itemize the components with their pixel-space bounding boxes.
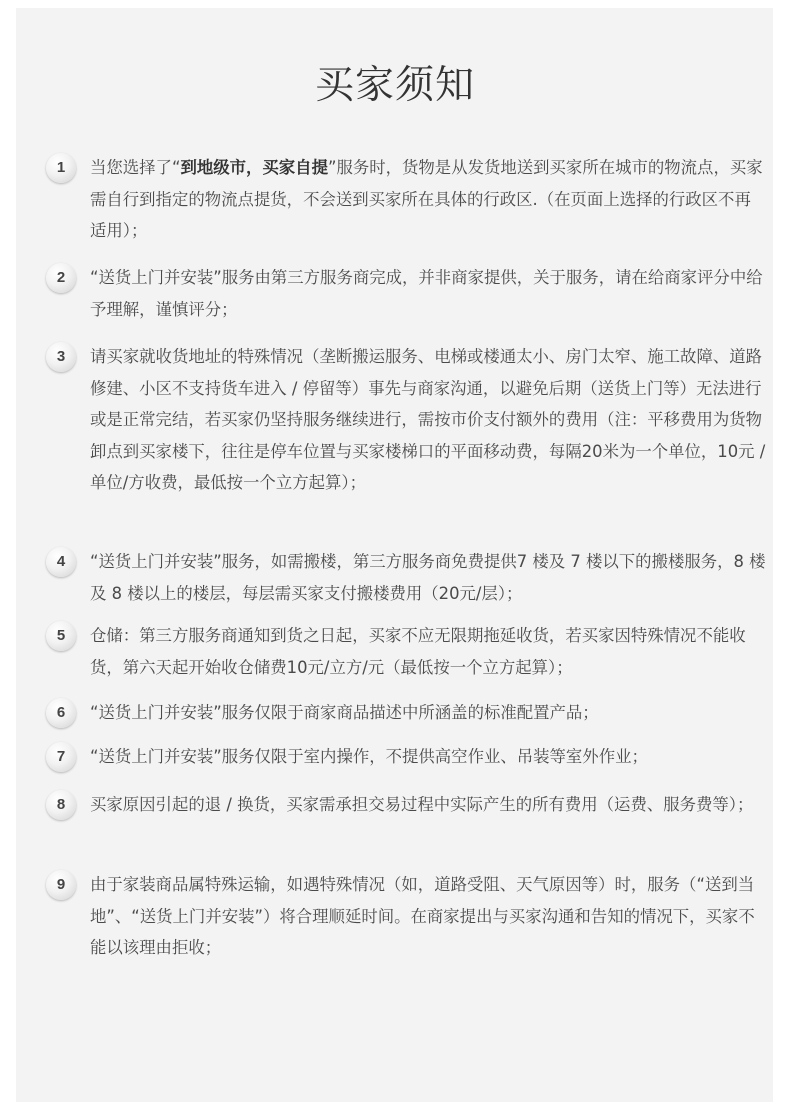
item-number-badge: 6 <box>46 698 76 728</box>
item-number-badge: 7 <box>46 742 76 772</box>
item-text-bold: 到地级市，买家自提 <box>180 158 328 177</box>
item-number-badge: 8 <box>46 790 76 820</box>
item-text: 请买家就收货地址的特殊情况（垄断搬运服务、电梯或楼通太小、房门太窄、施工故障、道路修建、小区不支持货车进入 / 停留等）事先与商家沟通，以避免后期（送货上门等）无法进行或是正常完结，若买家仍坚持服务继续进行，需按市价支付额外的费用（注：平移费用为货物卸点到买家楼下，往往是停车位置与买家楼梯口的平面移动费，每隔20米为一个单位，10元 / 单位/方收费，最低按一个立方起算）； <box>90 347 766 492</box>
item-number-badge: 4 <box>46 547 76 577</box>
item-number-badge: 3 <box>46 342 76 372</box>
item-text: 仓储：第三方服务商通知到货之日起，买家不应无限期拖延收货，若买家因特殊情况不能收货，第六天起开始收仓储费10元/立方/元（最低按一个立方起算）； <box>90 626 746 677</box>
item-text: “送货上门并安装”服务仅限于室内操作，不提供高空作业、吊装等室外作业； <box>90 747 648 766</box>
page-title: 买家须知 <box>314 63 475 108</box>
item-text: “送货上门并安装”服务仅限于商家商品描述中所涵盖的标准配置产品； <box>90 703 599 722</box>
item-text: “送货上门并安装”服务由第三方服务商完成，并非商家提供，关于服务，请在给商家评分中给予理解，谨慎评分； <box>90 268 763 319</box>
item-number-badge: 5 <box>46 621 76 651</box>
item-text: 买家原因引起的退 / 换货，买家需承担交易过程中实际产生的所有费用（运费、服务费等）； <box>90 795 754 814</box>
item-number-badge: 1 <box>46 153 76 183</box>
item-text: 由于家装商品属特殊运输，如遇特殊情况（如，道路受阻、天气原因等）时，服务（“送到当地”、“送货上门并安装”）将合理顺延时间。在商家提出与买家沟通和告知的情况下，买家不能以该理由拒收； <box>90 875 755 957</box>
item-text: 当您选择了“到地级市，买家自提”服务时，货物是从发货地送到买家所在城市的物流点，买家需自行到指定的物流点提货，不会送到买家所在具体的行政区.（在页面上选择的行政区不再适用）； <box>90 158 763 240</box>
item-number-badge: 2 <box>46 263 76 293</box>
item-text: “送货上门并安装”服务，如需搬楼，第三方服务商免费提供7 楼及 7 楼以下的搬楼服务，8 楼及 8 楼以上的楼层，每层需买家支付搬楼费用（20元/层）； <box>90 552 766 603</box>
item-number-badge: 9 <box>46 870 76 900</box>
